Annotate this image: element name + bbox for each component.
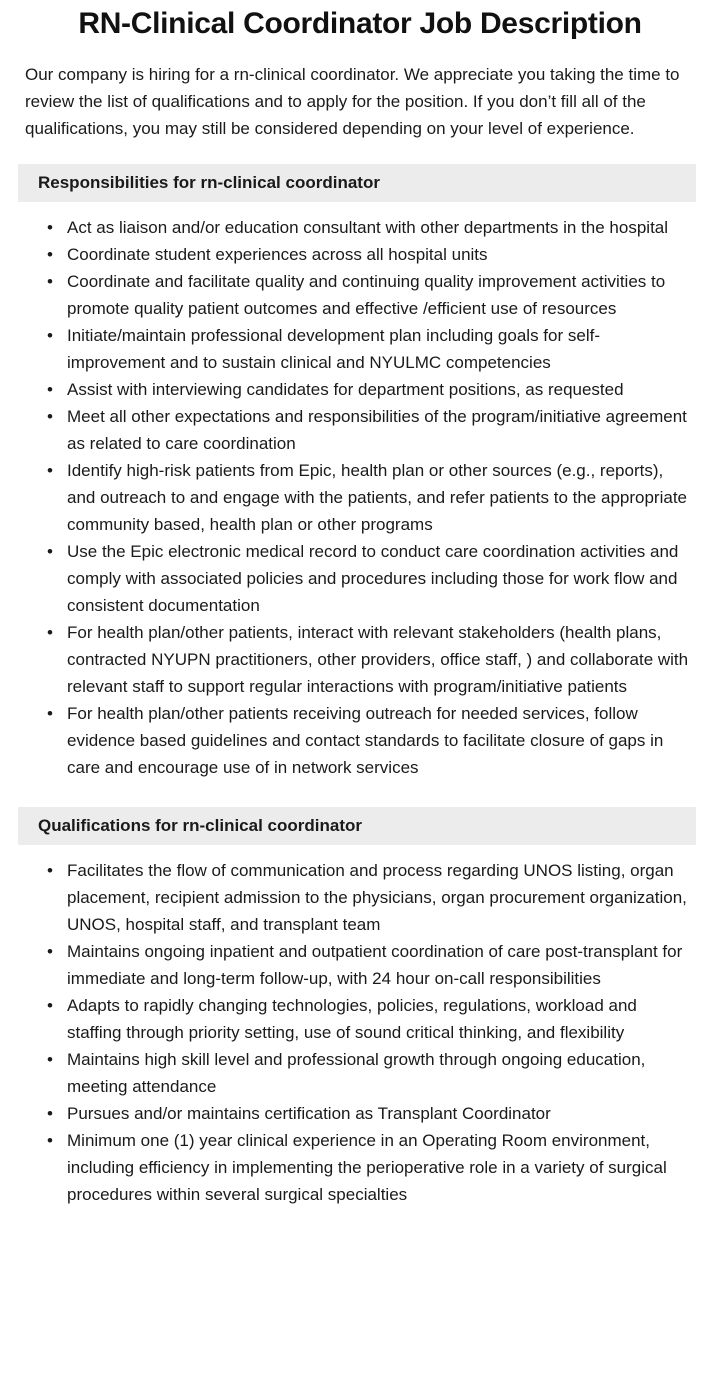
list-item: • Initiate/maintain professional development plan including goals for self-improvement and to sustain clinical and NYULMC competencies (45, 322, 696, 376)
list-item: • Act as liaison and/or education consultant with other departments in the hospital (45, 214, 696, 241)
job-description-page (0, 6, 720, 1234)
list-item: • For health plan/other patients receiving outreach for needed services, follow evidence based guidelines and contact standards to facilitate closure of gaps in care and encourage use of in network services (45, 700, 696, 781)
section-item-list (24, 214, 696, 781)
section (24, 807, 696, 1208)
list-item: • Maintains high skill level and professional growth through ongoing education, meeting attendance (45, 1046, 696, 1100)
section-item-list (24, 857, 696, 1208)
list-item: • For health plan/other patients, interact with relevant stakeholders (health plans, contracted NYUPN practitioners, other providers, office staff, ) and collaborate with relevant staff to support regular interactions with program/initiative patients (45, 619, 696, 700)
section (24, 164, 696, 781)
list-item: • Use the Epic electronic medical record to conduct care coordination activities and comply with associated policies and procedures including those for work flow and consistent documentation (45, 538, 696, 619)
list-item: • Maintains ongoing inpatient and outpatient coordination of care post-transplant for immediate and long-term follow-up, with 24 hour on-call responsibilities (45, 938, 696, 992)
sections-container (24, 164, 696, 1208)
page-title: RN-Clinical Coordinator Job Description (78, 7, 642, 40)
list-item: • Coordinate student experiences across all hospital units (45, 241, 696, 268)
list-item: • Facilitates the flow of communication and process regarding UNOS listing, organ placement, recipient admission to the physicians, organ procurement organization, UNOS, hospital staff, and transplant team (45, 857, 696, 938)
intro-paragraph: Our company is hiring for a rn-clinical coordinator. We appreciate you taking the time to review the list of qualifications and to apply for the position. If you don’t fill all of the qualifications, you may still be considered depending on your level of experience. (25, 65, 680, 139)
list-item: • Identify high-risk patients from Epic, health plan or other sources (e.g., reports), and outreach to and engage with the patients, and refer patients to the appropriate community based, health plan or other programs (45, 457, 696, 538)
list-item: • Pursues and/or maintains certification as Transplant Coordinator (45, 1100, 696, 1127)
list-item: • Coordinate and facilitate quality and continuing quality improvement activities to promote quality patient outcomes and effective /efficient use of resources (45, 268, 696, 322)
list-item: • Adapts to rapidly changing technologies, policies, regulations, workload and staffing through priority setting, use of sound critical thinking, and flexibility (45, 992, 696, 1046)
section-heading: Qualifications for rn-clinical coordinator (18, 807, 696, 845)
section-heading: Responsibilities for rn-clinical coordinator (18, 164, 696, 202)
list-item: • Minimum one (1) year clinical experience in an Operating Room environment, including efficiency in implementing the perioperative role in a variety of surgical procedures within several surgical specialties (45, 1127, 696, 1208)
list-item: • Meet all other expectations and responsibilities of the program/initiative agreement as related to care coordination (45, 403, 696, 457)
list-item: • Assist with interviewing candidates for department positions, as requested (45, 376, 696, 403)
